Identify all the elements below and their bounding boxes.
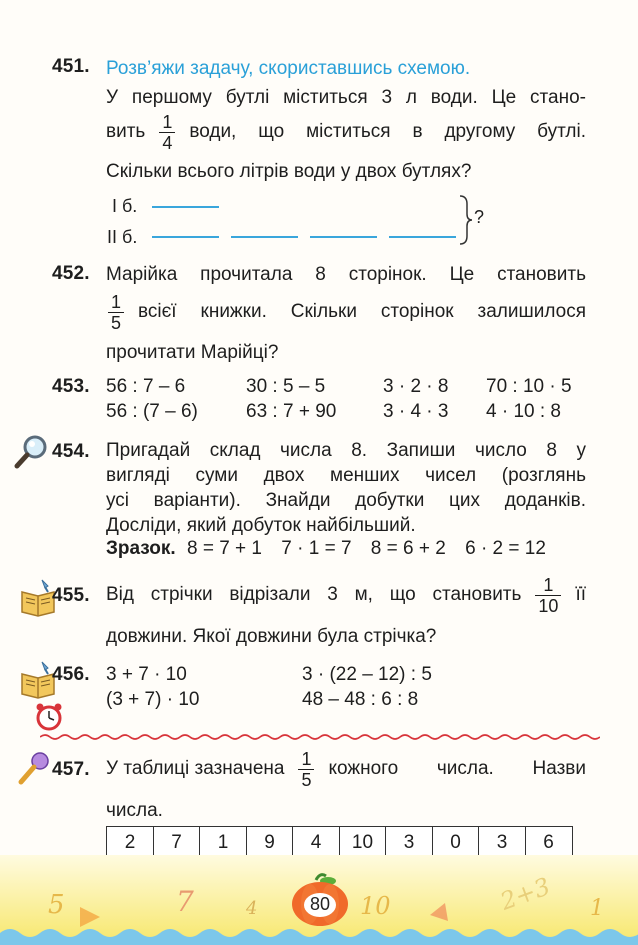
segment-bottle-2	[231, 236, 298, 238]
task-number: 454.	[52, 441, 90, 462]
decor-digit: 10	[360, 892, 391, 920]
table-cell: 10	[339, 826, 387, 859]
textbook-page: 451. Розв’яжи задачу, скориставшись схемою. У першому бутлі міститься 3 л води. Це стано- вить $\frac{1}{4}$ води, що міститься в другому бутлі. Скільки всього літрів води у двох бутлях? I б. II б. ? 452. Марійка прочитала 8 сторінок. Це становить $\frac{1}{5}$ всієї книжки. Скільки сторінок залишилося прочитати Марійці? 453. 56 : 7 – 6 30 : 5 – 5 3 · 2 · 8 70 : 10 · 5 56 : (7 – 6) 63 : 7 + 90 3 · 4 · 3 4 · 10 : 8 454. Пригадай склад числа 8. Запиши число 8 у вигляді суми двох менших чисел (розглянь усі варіанти). Знайди добутки цих доданків. Досліди, який добуток найбільший. Зразок. 8 = 7 + 1 7 · 1 = 7 8 = 6 + 2 6 · 2 = 12 455. Від стрічки відрізали 3 м, що становить $\frac{1}{10}$ її довжини. Якої довжини була стрічка? 456. 3 + 7 · 10 3 · (22 – 12) : 5 (3 + 7) · 10 48 – 48 : 6 : 8 457. У таблиці зазначена $\frac{1}{5}$ кожного числа. Назви числа. 2 7 1 9 4 10 3 0 3 6 5 7 4 10 2+3 1 80	[0, 0, 638, 945]
decor-digit: 4	[246, 898, 258, 919]
table-cell: 6	[525, 826, 573, 859]
expression: 63 : 7 + 90	[246, 401, 337, 422]
microphone-icon	[16, 750, 52, 786]
table-cell: 2	[106, 826, 154, 859]
expression: (3 + 7) · 10	[106, 689, 200, 710]
decor-digit: 1	[590, 896, 604, 921]
segment-bottle-2	[152, 236, 219, 238]
table-cell: 1	[199, 826, 247, 859]
fraction: $\frac{1}{10}$	[535, 575, 561, 616]
segment-bottle-1	[152, 206, 219, 208]
segment-bottle-2	[389, 236, 456, 238]
expression: 3 · 2 · 8	[383, 376, 449, 397]
expression: 70 : 10 · 5	[486, 376, 572, 397]
expression: 48 – 48 : 6 : 8	[302, 689, 419, 710]
expression: 3 + 7 · 10	[106, 664, 187, 685]
task-number: 451.	[52, 56, 90, 77]
wavy-divider	[40, 733, 600, 741]
expression: 3 · 4 · 3	[383, 401, 449, 422]
expression: 30 : 5 – 5	[246, 376, 326, 397]
table-cell: 7	[153, 826, 201, 859]
decor-digit: 7	[176, 885, 194, 918]
expression: 56 : (7 – 6)	[106, 401, 198, 422]
expression: 4 · 10 : 8	[486, 401, 561, 422]
decor-digit: 2+3	[496, 872, 554, 916]
table-cell: 9	[246, 826, 294, 859]
table-cell: 4	[292, 826, 340, 859]
segment-bottle-2	[310, 236, 377, 238]
task-number: 455.	[52, 585, 90, 606]
table-cell: 0	[432, 826, 480, 859]
task-number: 457.	[52, 759, 90, 780]
task-heading: Розв’яжи задачу, скориставшись схемою.	[106, 58, 471, 79]
decor-digit: 5	[48, 890, 65, 920]
page-number: 80	[309, 894, 331, 914]
fraction: $\frac{1}{5}$	[108, 292, 124, 333]
table-cell: 3	[385, 826, 433, 859]
curly-brace-icon	[458, 194, 474, 246]
task-number: 456.	[52, 664, 90, 685]
task-number: 453.	[52, 376, 90, 397]
sample-solution: Зразок. 8 = 7 + 1 7 · 1 = 7 8 = 6 + 2 6 · 2 = 12	[106, 538, 546, 559]
task-number: 452.	[52, 263, 90, 284]
expression: 3 · (22 – 12) : 5	[302, 664, 432, 685]
alarm-clock-icon	[34, 702, 64, 732]
expression: 56 : 7 – 6	[106, 376, 186, 397]
table-cell: 3	[478, 826, 526, 859]
fraction: $\frac{1}{4}$	[159, 112, 175, 153]
fraction: $\frac{1}{5}$	[298, 749, 314, 790]
magnifier-icon	[14, 434, 50, 470]
